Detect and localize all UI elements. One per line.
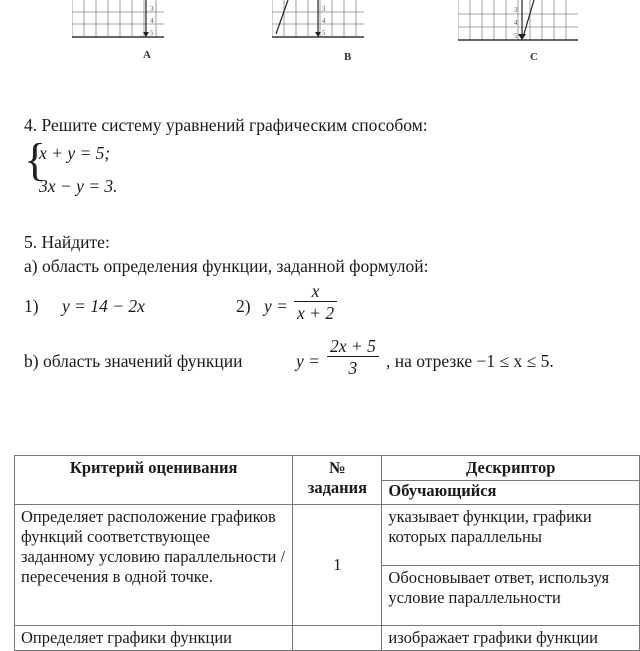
task5-item2-lhs: y = [264, 296, 288, 316]
graph-c-tick-label: 3 [514, 6, 518, 14]
header-student: Обучающийся [382, 481, 640, 505]
task5-item2-number: 2) [236, 296, 251, 316]
row2-task-number [293, 626, 382, 651]
graph-c-grid [458, 0, 578, 42]
part-b-numerator: 2x + 5 [330, 336, 376, 356]
graph-a-label: A [143, 49, 151, 61]
item2-denominator: x + 2 [294, 301, 337, 324]
row1-descriptor-2: Обосновывает ответ, используя условие параллельности [382, 566, 640, 626]
graph-a-tick-label: 5 [150, 29, 154, 37]
table-row [15, 505, 640, 566]
task5-part-b-prefix: b) область значений функции [24, 351, 243, 371]
task4-equation-2: 3x − y = 3. [39, 176, 118, 196]
part-b-denominator: 3 [327, 356, 379, 379]
task5-part-b-lhs: y = [296, 351, 320, 371]
graph-a-tick-label: 4 [150, 17, 154, 25]
graph-c-tick-label: 4 [514, 19, 518, 27]
header-descriptor: Дескриптор [382, 456, 640, 481]
table-row [15, 626, 640, 651]
row2-descriptor-1: изображает графики функции [382, 626, 640, 651]
table-header-row [15, 456, 640, 481]
header-num-word: задания [307, 478, 368, 497]
task5-part-b-suffix: , на отрезке −1 ≤ x ≤ 5. [386, 351, 554, 371]
graph-b [272, 0, 364, 40]
task4-equation-1: x + y = 5; [39, 143, 111, 163]
graph-b-tick-label: 3 [322, 5, 326, 13]
graph-b-grid [272, 0, 364, 40]
row2-criterion: Определяет графики функции [15, 626, 293, 651]
graph-b-tick-label: 4 [322, 17, 326, 25]
task4-title: 4. Решите систему уравнений графическим способом: [24, 115, 428, 135]
graph-a-tick-label: 3 [150, 5, 154, 13]
task5-part-b-fraction [327, 336, 379, 379]
task5-item1-formula: y = 14 − 2x [62, 296, 145, 316]
graph-a-grid [72, 0, 164, 40]
graph-b-tick-label: 5 [322, 29, 326, 37]
task5-item1-number: 1) [24, 296, 39, 316]
row1-descriptor-1: указывает функции, графики которых параллельны [382, 505, 640, 566]
graph-c [458, 0, 578, 40]
criteria-table [14, 455, 640, 651]
system-brace: { [24, 134, 47, 185]
task5-item2-fraction [294, 281, 337, 324]
graph-c-label: C [530, 51, 538, 63]
header-num-symbol: № [329, 458, 346, 477]
row1-criterion: Определяет расположение графиков функций соответствующее заданному условию параллельности / пересечения в одной точке. [15, 505, 293, 626]
graph-a [72, 0, 164, 40]
task5-title: 5. Найдите: [24, 232, 110, 252]
header-task-number [293, 456, 382, 505]
task5-part-a: a) область определения функции, заданной формулой: [24, 256, 429, 276]
graph-c-tick-label: 5 [514, 32, 518, 40]
item2-numerator: x [311, 281, 320, 301]
graph-b-label: B [344, 51, 352, 63]
header-criterion: Критерий оценивания [15, 456, 293, 505]
row1-task-number: 1 [293, 505, 382, 626]
